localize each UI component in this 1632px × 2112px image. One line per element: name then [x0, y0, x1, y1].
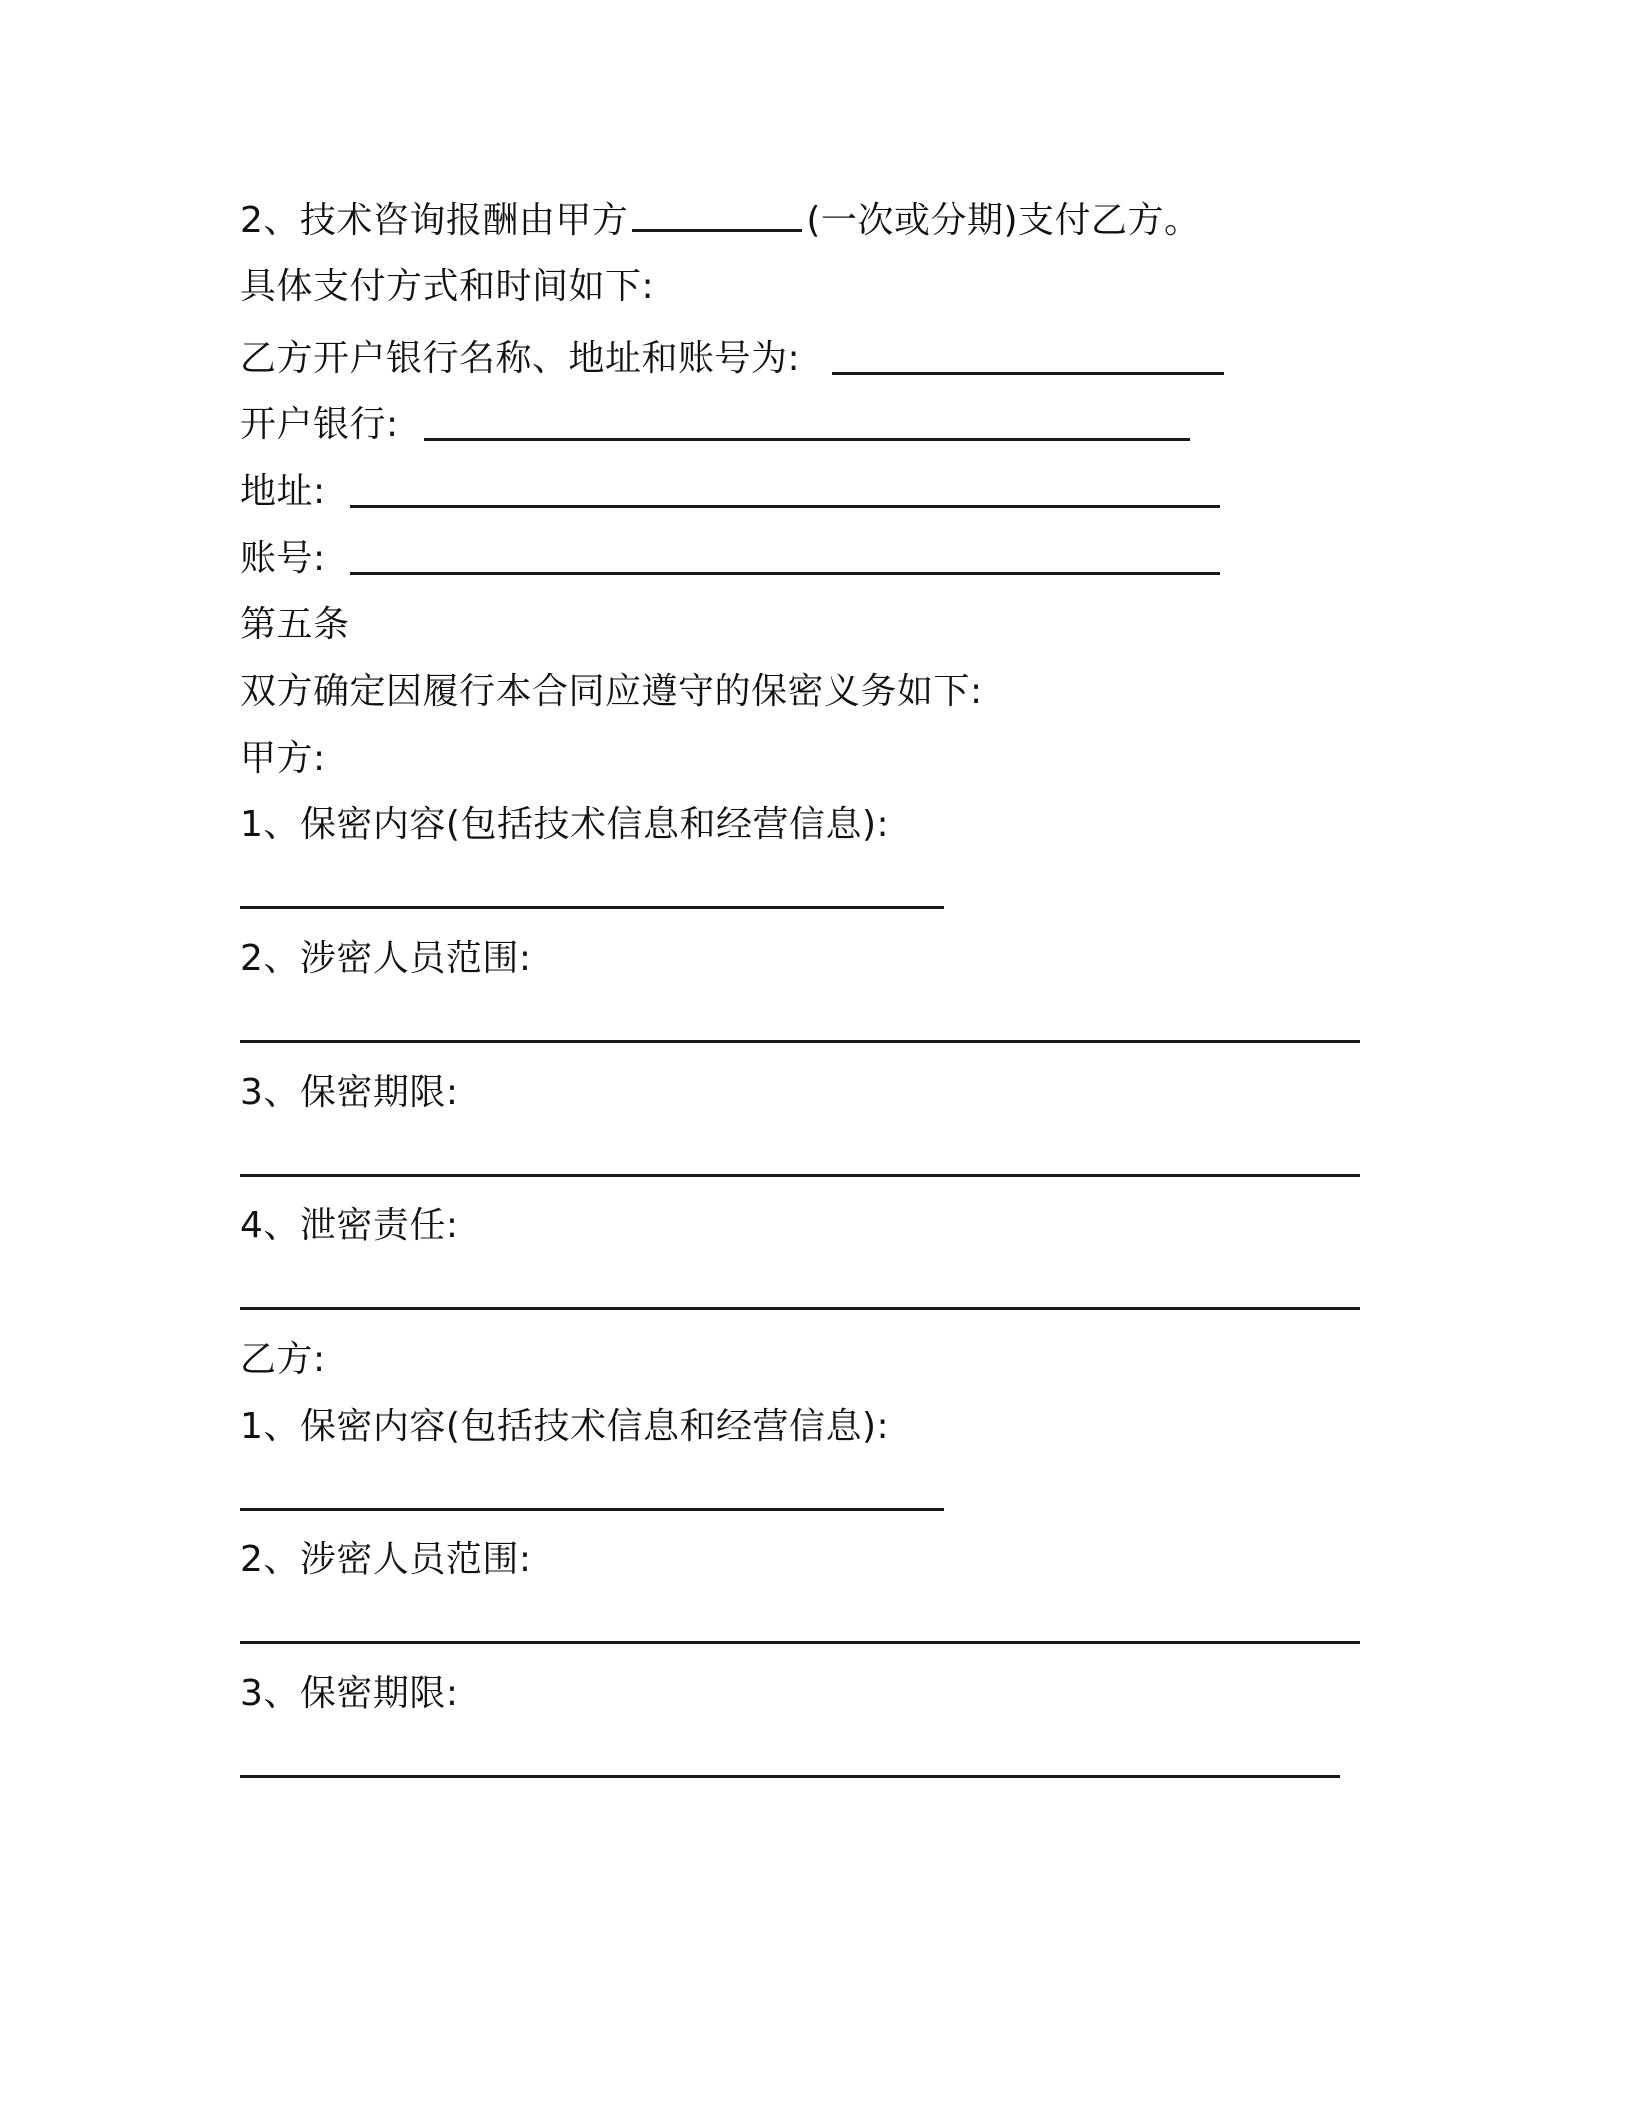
payment-method-text: 具体支付方式和时间如下: — [240, 266, 655, 307]
bank-name-label: 开户银行: — [240, 404, 399, 445]
party-b-content-blank[interactable] — [240, 1508, 944, 1511]
payment-clause — [240, 196, 1201, 246]
bank-address-label: 地址: — [240, 471, 326, 512]
party-a-content-blank[interactable] — [240, 906, 944, 909]
bank-name-blank[interactable] — [424, 438, 1190, 441]
payment-clause-suffix: (一次或分期)支付乙方。 — [806, 200, 1201, 241]
bank-account-blank[interactable] — [350, 572, 1220, 575]
bank-account-label: 账号: — [240, 538, 326, 579]
party-a-personnel-blank[interactable] — [240, 1040, 1360, 1043]
party-a-liability-blank[interactable] — [240, 1307, 1360, 1310]
party-b-item-confidential-period: 3、保密期限: — [240, 1673, 459, 1714]
party-a-item-confidential-content: 1、保密内容(包括技术信息和经营信息): — [240, 804, 890, 845]
party-b-item-confidential-content: 1、保密内容(包括技术信息和经营信息): — [240, 1406, 890, 1447]
party-b-personnel-blank[interactable] — [240, 1641, 1360, 1644]
party-a-item-personnel-scope: 2、涉密人员范围: — [240, 938, 532, 979]
party-b-item-personnel-scope: 2、涉密人员范围: — [240, 1539, 532, 1580]
article-5-heading: 第五条 — [240, 604, 350, 645]
party-b-period-blank[interactable] — [240, 1775, 1340, 1778]
bank-intro-label: 乙方开户银行名称、地址和账号为: — [240, 338, 801, 379]
article-5-intro: 双方确定因履行本合同应遵守的保密义务如下: — [240, 671, 983, 712]
party-a-item-confidential-period: 3、保密期限: — [240, 1072, 459, 1113]
party-a-item-leak-liability: 4、泄密责任: — [240, 1205, 459, 1246]
party-a-period-blank[interactable] — [240, 1174, 1360, 1177]
payment-clause-prefix: 2、技术咨询报酬由甲方 — [240, 200, 629, 241]
bank-address-blank[interactable] — [350, 505, 1220, 508]
party-b-label: 乙方: — [240, 1339, 326, 1380]
party-a-label: 甲方: — [240, 738, 326, 779]
payment-schedule-blank[interactable] — [632, 197, 802, 232]
bank-intro-blank[interactable] — [832, 372, 1224, 375]
